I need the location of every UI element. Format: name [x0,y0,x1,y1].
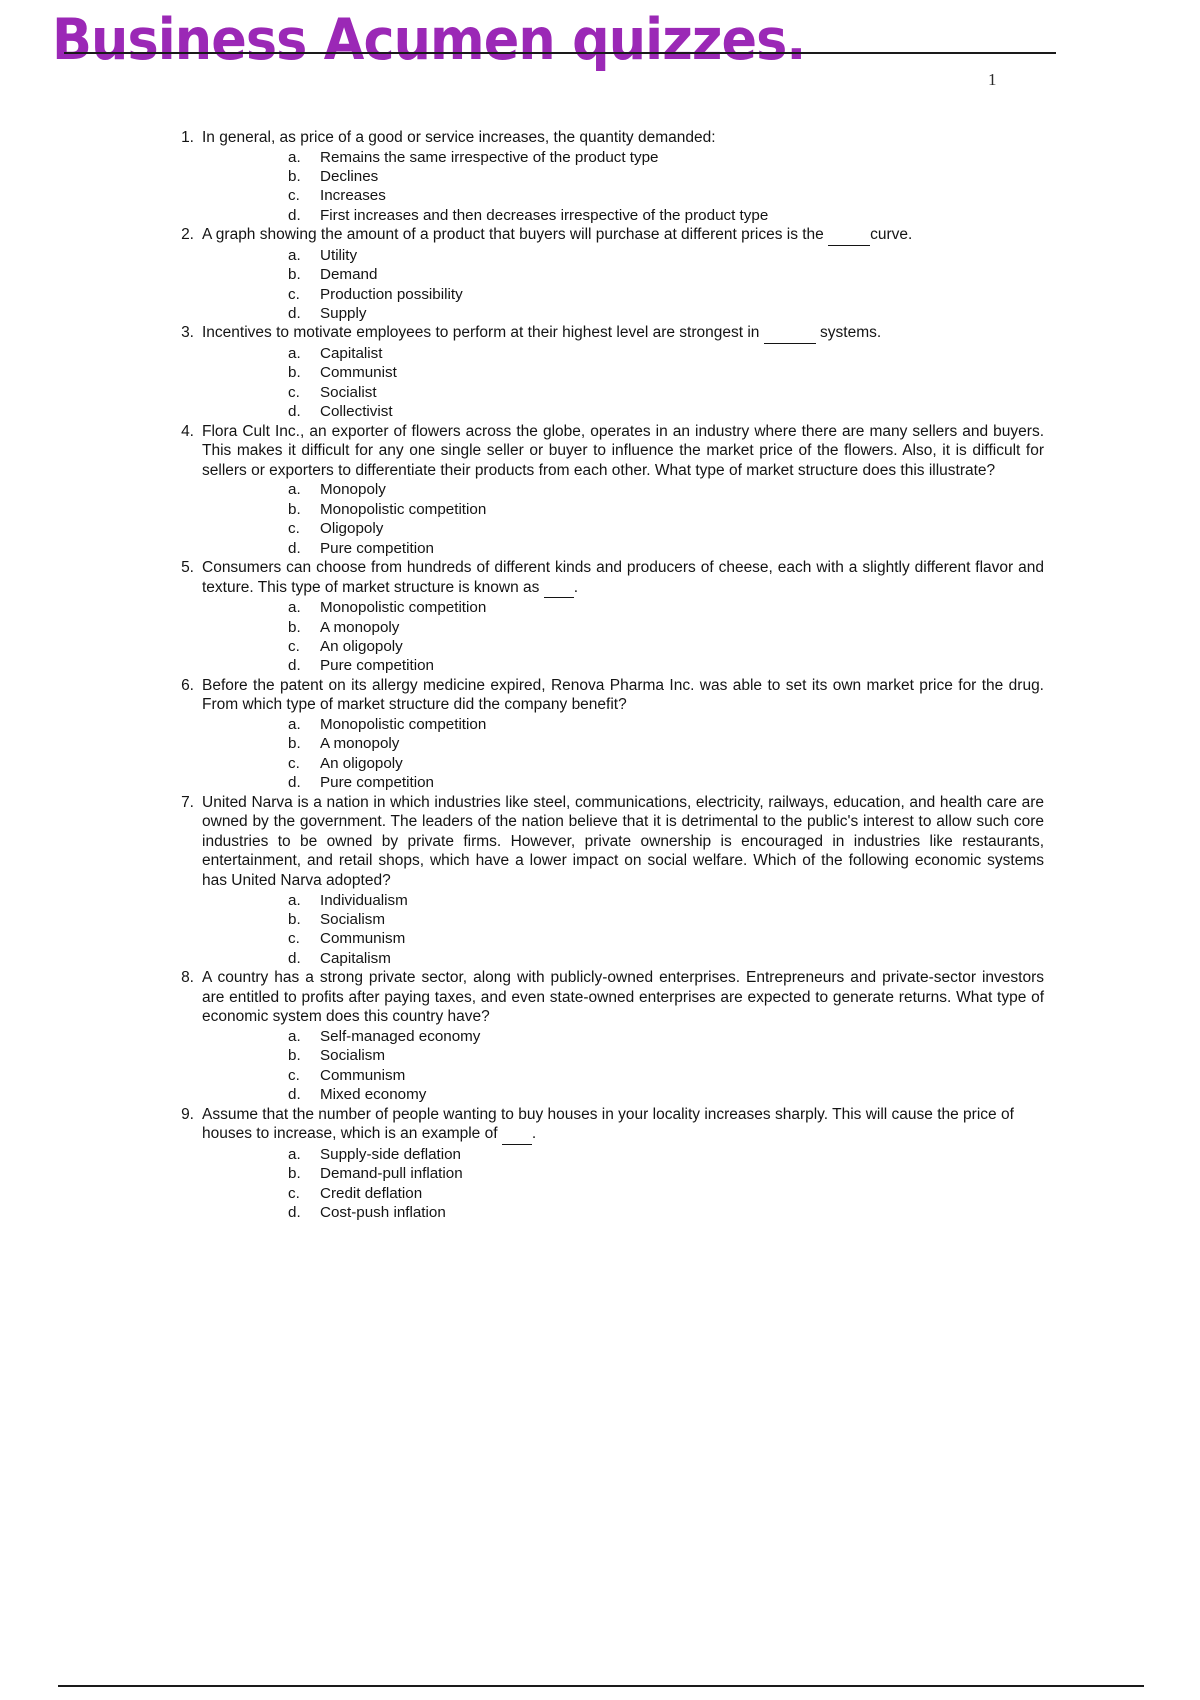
question-text-segment: A graph showing the amount of a product that buyers will purchase at different prices is the [202,226,829,244]
question-text [202,968,1044,1027]
question-number: 3. [181,324,194,342]
question-number: 5. [181,559,194,577]
option-item[interactable] [202,344,1044,363]
option-item[interactable] [202,539,1044,558]
option-item[interactable] [202,1066,1044,1085]
option-label: Communist [320,364,397,382]
option-item[interactable] [202,656,1044,675]
option-letter: c. [288,638,300,656]
option-label: A monopoly [320,735,400,753]
option-letter: b. [288,735,301,753]
option-letter: b. [288,168,301,185]
option-item[interactable] [202,949,1044,968]
option-letter: a. [288,1028,301,1046]
question-number: 1. [181,129,194,146]
option-item[interactable] [202,363,1044,382]
option-letter: c. [288,520,300,538]
fill-in-blank[interactable] [502,1124,532,1145]
option-label: Mixed economy [320,1086,427,1104]
question-text-segment: Assume that the number of people wanting to buy houses in your locality increases sharply. This will cause the price of houses to increase, which is an example of [202,1105,1014,1143]
question-text-segment: curve. [870,226,913,244]
question-text-segment: Consumers can choose from hundreds of different kinds and producers of cheese, each with a slightly different flavor and texture. This type of market structure is known as [202,559,1044,596]
question-text [202,676,1044,715]
quiz-body [0,128,1200,1223]
option-letter: a. [288,716,301,734]
option-label: Capitalism [320,949,391,967]
option-item[interactable] [202,500,1044,519]
option-label: Supply [320,305,367,323]
question-item [150,968,1044,1104]
fill-in-blank[interactable] [828,225,870,246]
option-label: Monopoly [320,481,386,499]
option-item[interactable] [202,1046,1044,1065]
page-title: Business Acumen quizzes. [52,7,806,73]
option-item[interactable] [202,773,1044,792]
option-label: An oligopoly [320,754,403,772]
option-letter: c. [288,285,300,303]
option-letter: d. [288,403,301,421]
question-item [150,422,1044,558]
option-letter: b. [288,266,301,284]
question-number: 7. [181,793,194,811]
option-list [202,891,1044,969]
option-letter: c. [288,187,300,205]
option-letter: c. [288,383,300,401]
question-list [0,128,1200,1223]
option-label: Pure competition [320,657,434,675]
option-item[interactable] [202,1145,1044,1164]
option-letter: d. [288,774,301,792]
option-label: An oligopoly [320,638,403,656]
option-letter: d. [288,206,301,224]
option-item[interactable] [202,519,1044,538]
fill-in-blank[interactable] [764,323,816,344]
option-letter: c. [288,754,300,772]
question-number: 2. [181,226,194,244]
option-label: Self-managed economy [320,1028,481,1046]
option-label: Communism [320,1066,406,1084]
option-letter: d. [288,539,301,557]
question-item [150,225,1044,323]
option-letter: a. [288,599,301,617]
option-item[interactable] [202,618,1044,637]
option-label: Monopolistic competition [320,599,487,617]
option-label: Pure competition [320,774,434,792]
question-text [202,1105,1044,1145]
option-list [202,1145,1044,1223]
option-item[interactable] [202,929,1044,948]
option-list [202,1027,1044,1105]
option-label: Demand [320,266,378,284]
question-text-segment: systems. [815,324,882,342]
header-divider [64,52,1056,54]
question-text [202,558,1044,598]
question-text-segment: In general, as price of a good or service increases, the quantity demanded: [202,129,716,146]
option-label: Individualism [320,891,408,909]
question-item [150,128,1044,225]
option-label: Pure competition [320,539,434,557]
option-item[interactable] [202,754,1044,773]
question-text-segment: . [573,578,579,596]
question-text-segment: Flora Cult Inc., an exporter of flowers across the globe, operates in an industry where there are many sellers and buyers. This makes it difficult for any one single seller or buyer to influence the market price of the flowers. Also, it is difficult for sellers or exporters to differentiate their products from each other. What type of market structure does this illustrate? [202,422,1044,479]
option-item[interactable] [202,1184,1044,1203]
footer-divider [58,1685,1144,1687]
question-text-segment: . [531,1125,537,1143]
option-label: Supply-side deflation [320,1145,461,1163]
question-text-segment: Incentives to motivate employees to perform at their highest level are strongest in [202,324,764,342]
option-item[interactable] [202,383,1044,402]
option-letter: b. [288,1165,301,1183]
option-list [202,148,1044,226]
option-list [202,480,1044,558]
option-item[interactable] [202,1203,1044,1222]
option-item[interactable] [202,480,1044,499]
question-number: 8. [181,969,194,987]
fill-in-blank[interactable] [544,578,574,599]
option-label: Oligopoly [320,520,384,538]
option-list [202,598,1044,676]
option-letter: a. [288,246,301,264]
option-letter: d. [288,1086,301,1104]
question-number: 4. [181,422,194,440]
option-label: Production possibility [320,285,463,303]
option-label: Monopolistic competition [320,500,487,518]
option-item[interactable] [202,148,1044,167]
option-item[interactable] [202,285,1044,304]
option-letter: d. [288,1204,301,1222]
option-item[interactable] [202,1164,1044,1183]
option-item[interactable] [202,1085,1044,1104]
option-label: A monopoly [320,618,400,636]
option-item[interactable] [202,598,1044,617]
question-number: 9. [181,1105,194,1123]
question-text-segment: A country has a strong private sector, along with publicly-owned enterprises. Entrepreneurs and private-sector investors are entitled to profits after paying taxes, and even state-owned enterprises are expected to generate returns. What type of economic system does this country have? [202,969,1044,1026]
page-number: 1 [988,70,997,89]
option-item[interactable] [202,734,1044,753]
question-item [150,558,1044,676]
question-text-segment: Before the patent on its allergy medicine expired, Renova Pharma Inc. was able to set its own market price for the drug. From which type of market structure did the company benefit? [202,676,1044,714]
option-label: Capitalist [320,345,383,363]
option-letter: a. [288,1145,301,1163]
option-label: Utility [320,246,358,264]
option-letter: c. [288,1066,300,1084]
question-number: 6. [181,676,194,694]
option-label: Declines [320,168,379,185]
option-list [202,715,1044,793]
option-item[interactable] [202,637,1044,656]
option-label: Increases [320,187,386,205]
question-text [202,225,1044,246]
question-text [202,323,1044,344]
question-text [202,793,1044,891]
document-header [0,0,1200,120]
option-letter: d. [288,949,301,967]
option-letter: b. [288,618,301,636]
question-text [202,422,1044,481]
option-letter: a. [288,481,301,499]
option-item[interactable] [202,167,1044,186]
option-item[interactable] [202,715,1044,734]
option-label: Socialism [320,1047,385,1065]
option-letter: a. [288,345,301,363]
option-item[interactable] [202,206,1044,225]
question-item [150,676,1044,793]
option-item[interactable] [202,246,1044,265]
option-item[interactable] [202,891,1044,910]
option-letter: c. [288,1184,300,1202]
option-item[interactable] [202,186,1044,205]
option-label: Cost-push inflation [320,1204,446,1222]
option-label: Remains the same irrespective of the product type [320,148,659,166]
option-label: Collectivist [320,403,393,421]
option-item[interactable] [202,304,1044,323]
option-label: Socialist [320,383,377,401]
option-letter: b. [288,364,301,382]
option-letter: b. [288,500,301,518]
option-item[interactable] [202,910,1044,929]
option-item[interactable] [202,1027,1044,1046]
option-label: Socialism [320,911,385,929]
option-letter: a. [288,148,301,166]
option-item[interactable] [202,265,1044,284]
question-item [150,793,1044,969]
option-letter: d. [288,657,301,675]
option-item[interactable] [202,402,1044,421]
option-label: Monopolistic competition [320,716,487,734]
option-label: Communism [320,930,406,948]
option-label: Demand-pull inflation [320,1165,463,1183]
question-item [150,323,1044,421]
option-letter: a. [288,891,301,909]
option-list [202,246,1044,324]
option-label: First increases and then decreases irrespective of the product type [320,206,769,224]
question-item [150,1105,1044,1223]
option-letter: d. [288,305,301,323]
option-letter: b. [288,911,301,929]
option-label: Credit deflation [320,1184,423,1202]
option-letter: b. [288,1047,301,1065]
option-list [202,344,1044,422]
question-text [202,128,1044,148]
question-text-segment: United Narva is a nation in which industries like steel, communications, electricity, railways, education, and health care are owned by the government. The leaders of the nation believe that it is detrimental to the public's interest to allow such core industries to be owned by private firms. However, private ownership is encouraged in industries like restaurants, entertainment, and retail shops, which have a lower impact on social welfare. Which of the following economic systems has United Narva adopted? [202,793,1044,890]
option-letter: c. [288,930,300,948]
